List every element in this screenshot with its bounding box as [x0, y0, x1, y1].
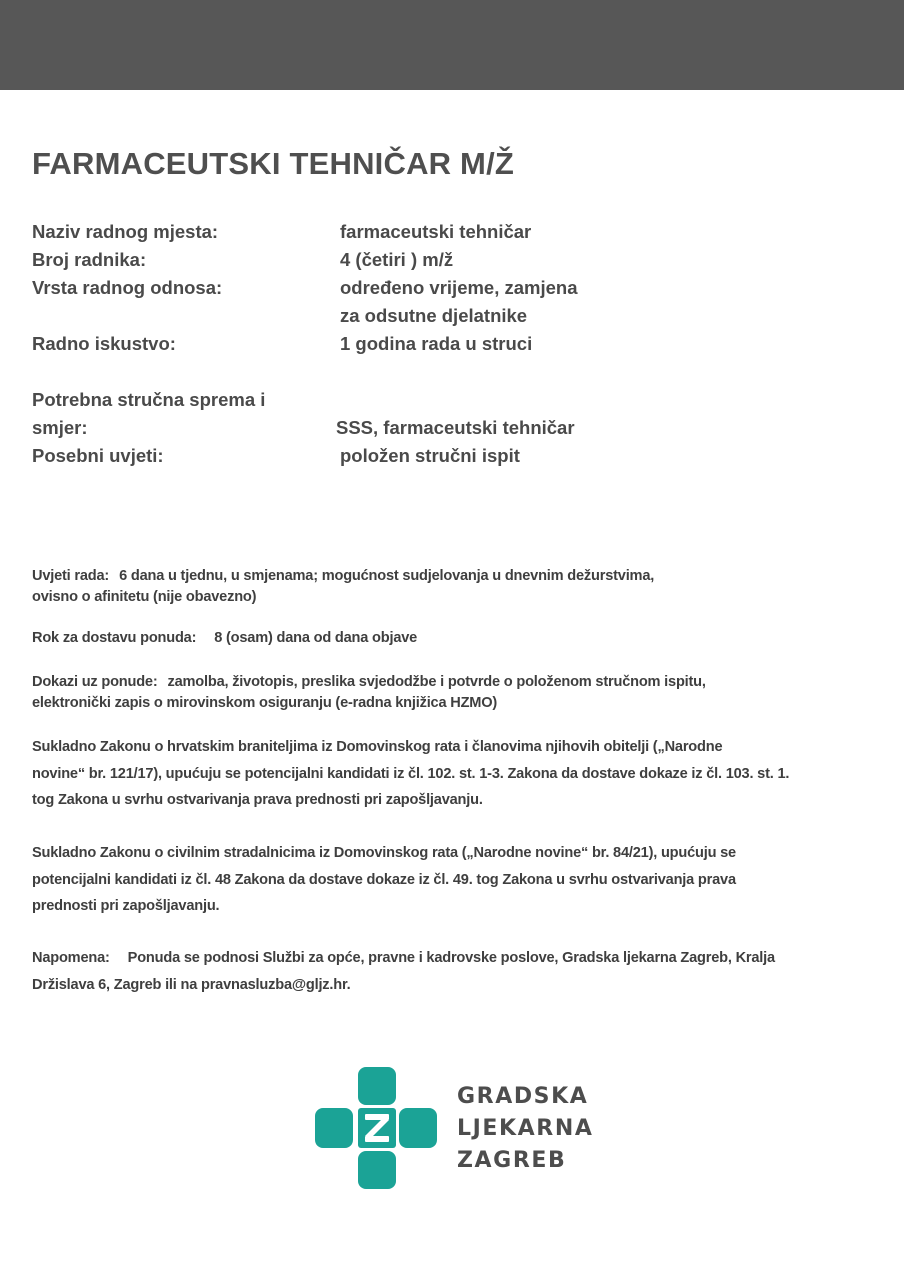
detail-value: položen stručni ispit — [340, 445, 520, 466]
logo-wordmark — [457, 1081, 594, 1177]
detail-row — [32, 330, 652, 358]
note-paragraph — [32, 945, 872, 998]
civilians-line1: Sukladno Zakonu o civilnim stradalnicima iz Domovinskog rata („Narodne novine“ br. 84/21), upućuju se — [32, 845, 736, 861]
detail-value: određeno vrijeme, zamjena — [340, 277, 578, 298]
civilians-paragraph — [32, 840, 872, 920]
cross-right-square — [399, 1108, 437, 1148]
working-conditions-line2: ovisno o afinitetu (nije obavezno) — [32, 589, 257, 605]
required-documents — [32, 672, 872, 714]
header-bar — [0, 0, 904, 90]
detail-row — [32, 246, 652, 274]
page-title: FARMACEUTSKI TEHNIČAR M/Ž — [32, 146, 515, 181]
detail-label: Naziv radnog mjesta: — [32, 221, 219, 242]
cross-top-square — [358, 1067, 396, 1105]
logo-line: LJEKARNA — [457, 1116, 594, 1141]
detail-value: farmaceutski tehničar — [340, 221, 532, 242]
detail-value: SSS, farmaceutski tehničar — [336, 417, 575, 438]
detail-label — [32, 302, 340, 330]
detail-label: Potrebna stručna sprema i — [32, 389, 266, 410]
logo-line: GRADSKA — [457, 1084, 589, 1109]
cross-left-square — [315, 1108, 353, 1148]
detail-value: 4 (četiri ) m/ž — [340, 249, 454, 270]
detail-value: za odsutne djelatnike — [340, 305, 528, 326]
working-conditions-label: Uvjeti rada: — [32, 568, 110, 584]
note-line2: Držislava 6, Zagreb ili na pravnasluzba@gljz.hr. — [32, 976, 351, 993]
veterans-line2: novine“ br. 121/17), upućuju se potencijalni kandidati iz čl. 102. st. 1-3. Zakona da dostave dokaze iz čl. 103. st. 1. — [32, 765, 790, 782]
detail-label: Radno iskustvo: — [32, 333, 176, 354]
veterans-paragraph — [32, 734, 872, 814]
required-documents-line2: elektronički zapis o mirovinskom osiguranju (e-radna knjižica HZMO) — [32, 695, 498, 711]
job-details — [32, 218, 652, 470]
logo-line: ZAGREB — [457, 1148, 567, 1173]
deadline — [32, 628, 872, 649]
company-logo — [315, 1067, 615, 1191]
detail-row — [32, 386, 652, 414]
deadline-label: Rok za dostavu ponuda: — [32, 630, 197, 646]
detail-label: Broj radnika: — [32, 249, 147, 270]
detail-label: Vrsta radnog odnosa: — [32, 277, 223, 298]
detail-value: 1 godina rada u struci — [340, 333, 533, 354]
working-conditions-line1: 6 dana u tjednu, u smjenama; mogućnost sudjelovanja u dnevnim dežurstvima, — [119, 568, 655, 584]
note-line1: Ponuda se podnosi Službi za opće, pravne i kadrovske poslove, Gradska ljekarna Zagreb, Kralja — [127, 950, 775, 966]
veterans-line1: Sukladno Zakonu o hrvatskim braniteljima iz Domovinskog rata i članovima njihovih obitelji („Narodne — [32, 739, 723, 755]
note-label: Napomena: — [32, 950, 110, 966]
detail-row — [32, 274, 652, 302]
detail-row — [32, 442, 652, 470]
required-documents-label: Dokazi uz ponude: — [32, 674, 158, 690]
pharmacy-cross-icon — [315, 1067, 439, 1191]
deadline-value: 8 (osam) dana od dana objave — [214, 630, 418, 646]
required-documents-line1: zamolba, životopis, preslika svjedodžbe i potvrde o položenom stručnom ispitu, — [167, 674, 706, 690]
detail-label: smjer: — [32, 417, 88, 438]
detail-row — [32, 414, 652, 442]
detail-label: Posebni uvjeti: — [32, 445, 164, 466]
working-conditions — [32, 566, 872, 608]
veterans-line3: tog Zakona u svrhu ostvarivanja prava prednosti pri zapošljavanju. — [32, 792, 483, 808]
detail-value — [340, 386, 652, 414]
detail-row — [32, 218, 652, 246]
detail-row — [32, 302, 652, 330]
cross-bottom-square — [358, 1151, 396, 1189]
civilians-line3: prednosti pri zapošljavanju. — [32, 898, 220, 914]
civilians-line2: potencijalni kandidati iz čl. 48 Zakona da dostave dokaze iz čl. 49. tog Zakona u svrhu ostvarivanja prava — [32, 871, 736, 888]
